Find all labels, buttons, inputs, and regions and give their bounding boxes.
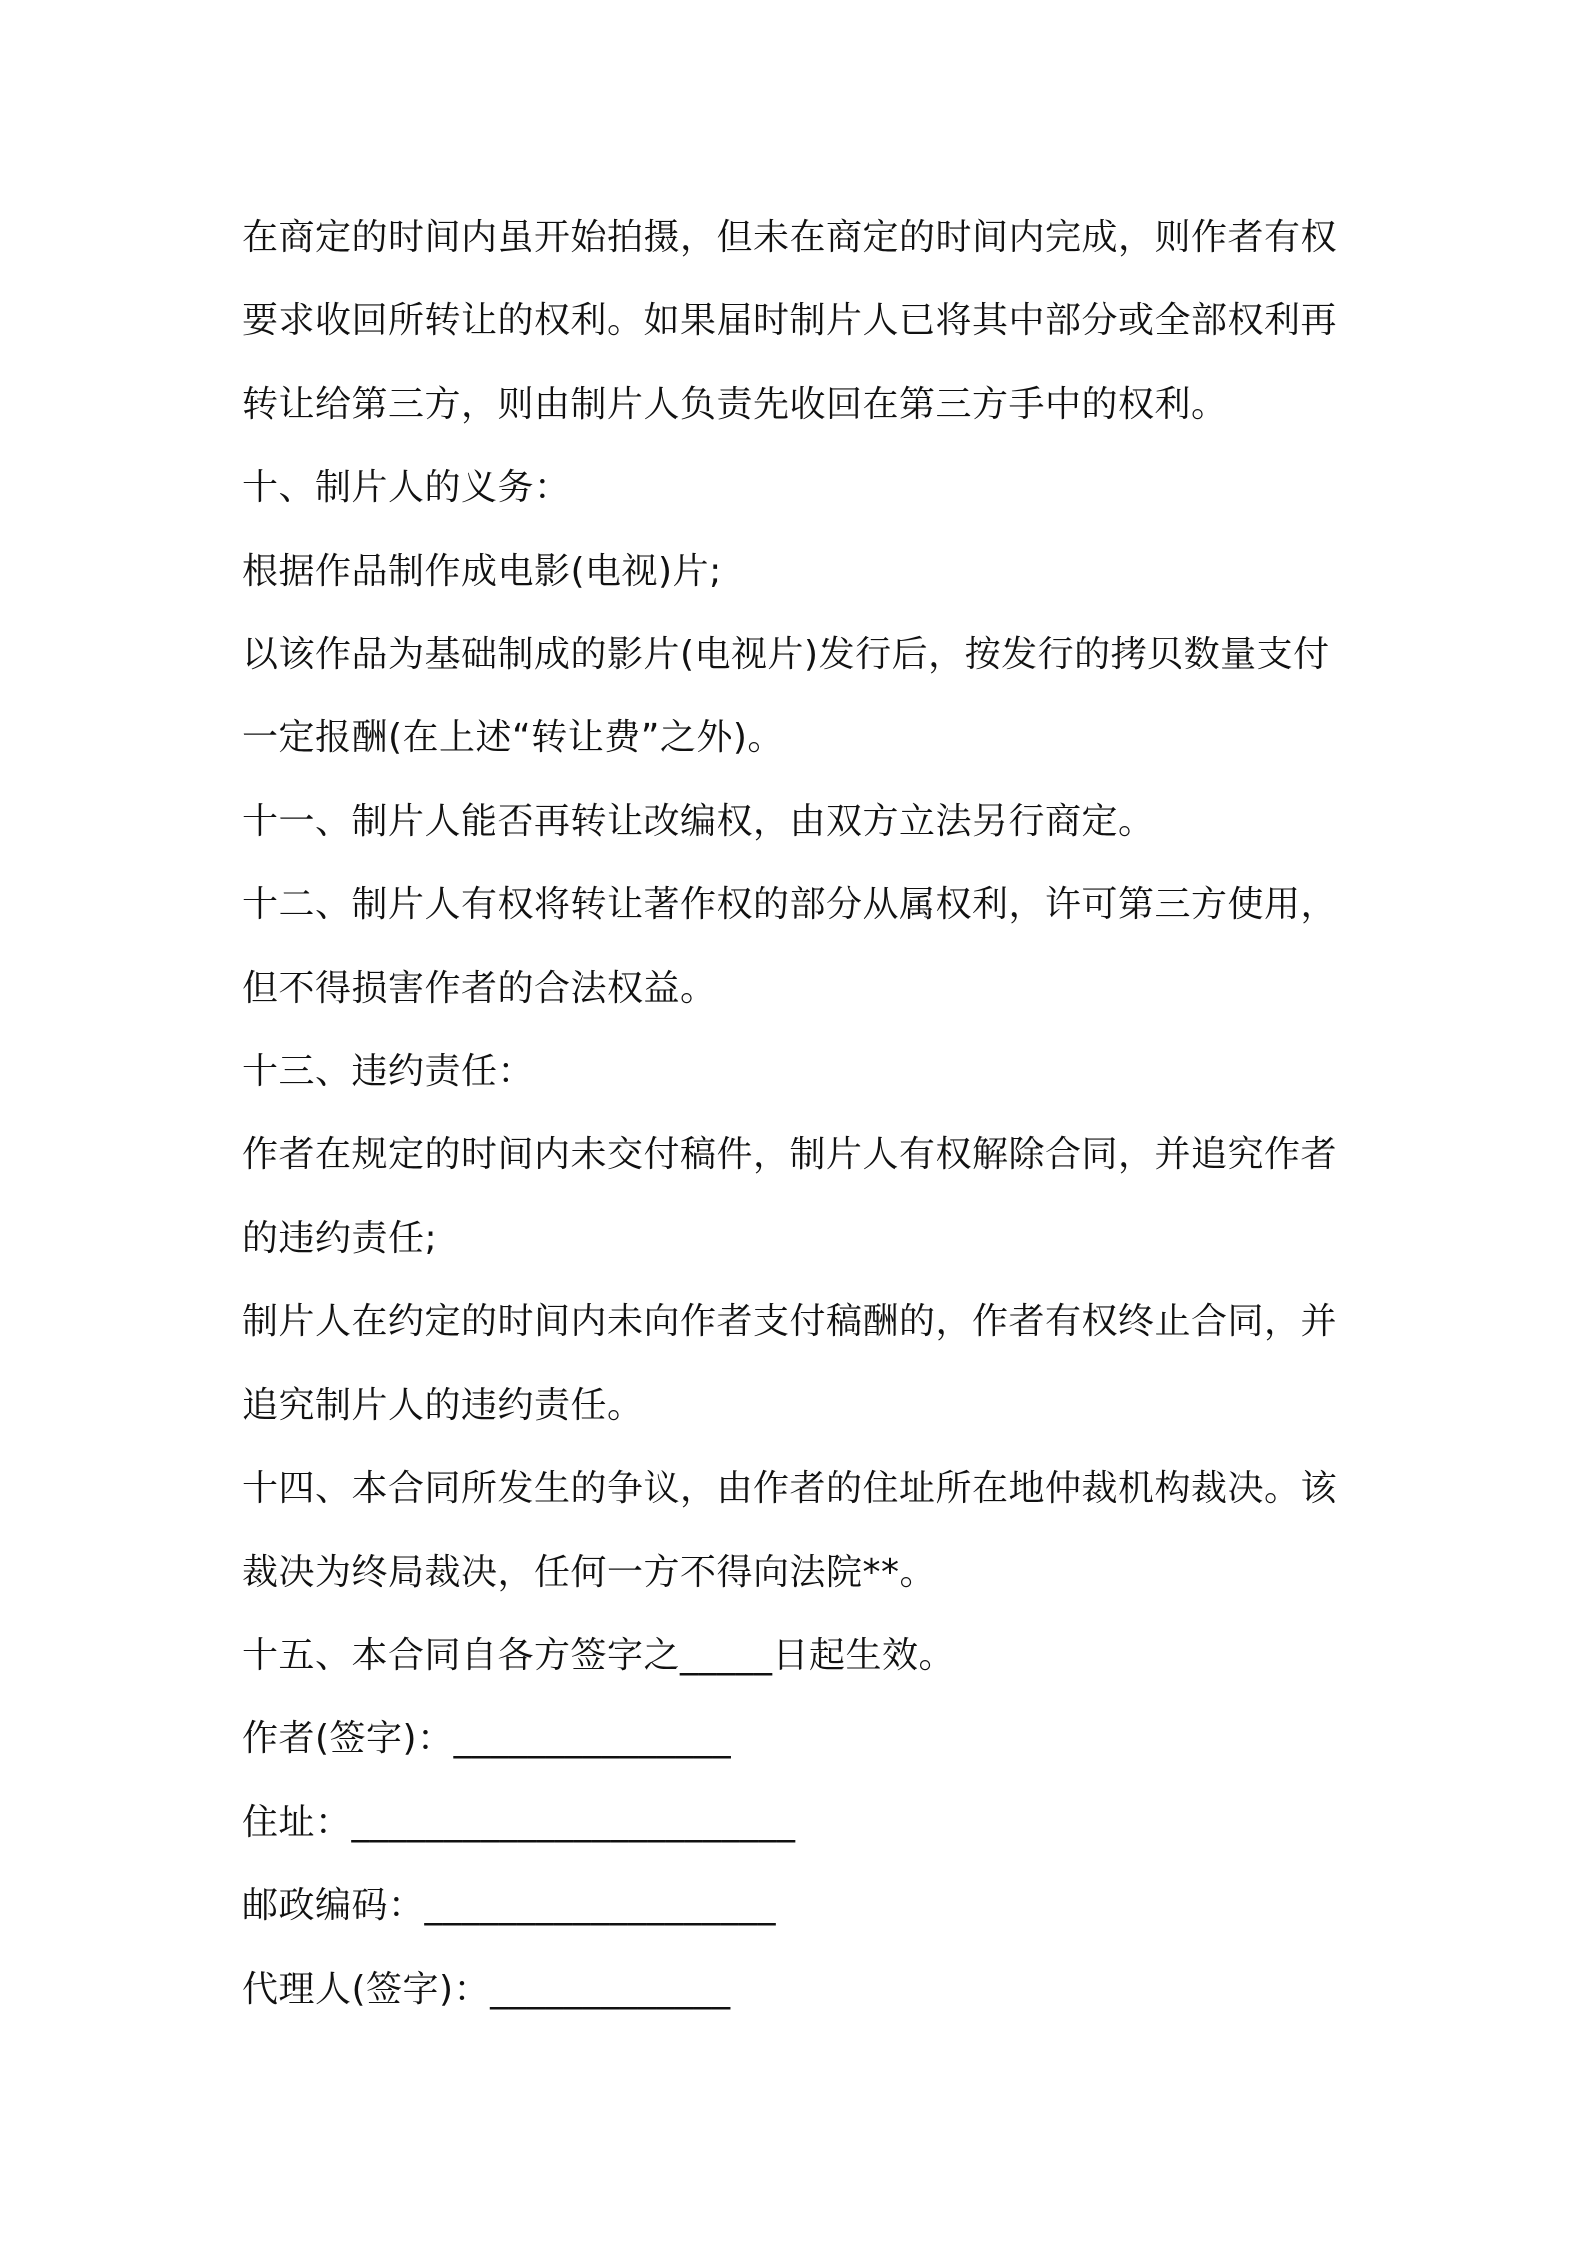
section-heading: 十一、制片人能否再转让改编权，由双方立法另行商定。 — [242, 800, 1155, 842]
signature-field-agent: 代理人(签字)：_____________ — [242, 1968, 731, 2010]
section-heading: 十三、违约责任： — [242, 1051, 535, 1093]
text-line: 在商定的时间内虽开始拍摄，但未在商定的时间内完成，则作者有权 — [242, 217, 1338, 258]
text-line: 作者在规定的时间内未交付稿件，制片人有权解除合同，并追究作者 — [242, 1134, 1338, 1176]
section-heading: 十二、制片人有权将转让著作权的部分从属权利，许可第三方使用， — [242, 884, 1338, 926]
text-line: 但不得损害作者的合法权益。 — [242, 967, 717, 1009]
text-line: 转让给第三方，则由制片人负责先收回在第三方手中的权利。 — [242, 383, 1228, 425]
text-line: 以该作品为基础制成的影片(电视片)发行后，按发行的拷贝数量支付 — [242, 634, 1330, 676]
text-line: 根据作品制作成电影(电视)片; — [242, 550, 722, 592]
signature-field-author: 作者(签字)：_______________ — [242, 1718, 732, 1760]
section-heading: 十、制片人的义务： — [242, 467, 571, 509]
document-body — [242, 196, 1362, 2031]
text-line: 制片人在约定的时间内未向作者支付稿酬的，作者有权终止合同，并 — [242, 1301, 1338, 1343]
signature-field-address: 住址：________________________ — [242, 1801, 796, 1843]
text-line: 的违约责任; — [242, 1217, 438, 1259]
section-heading: 十四、本合同所发生的争议，由作者的住址所在地仲裁机构裁决。该 — [242, 1468, 1338, 1510]
text-line: 追究制片人的违约责任。 — [242, 1384, 644, 1426]
signature-field-postcode: 邮政编码：___________________ — [242, 1885, 777, 1927]
text-line: 一定报酬(在上述“转让费”之外)。 — [242, 717, 784, 759]
text-line: 要求收回所转让的权利。如果届时制片人已将其中部分或全部权利再 — [242, 300, 1338, 342]
section-heading: 十五、本合同自各方签字之_____日起生效。 — [242, 1634, 956, 1676]
text-line: 裁决为终局裁决，任何一方不得向法院**。 — [242, 1551, 937, 1593]
